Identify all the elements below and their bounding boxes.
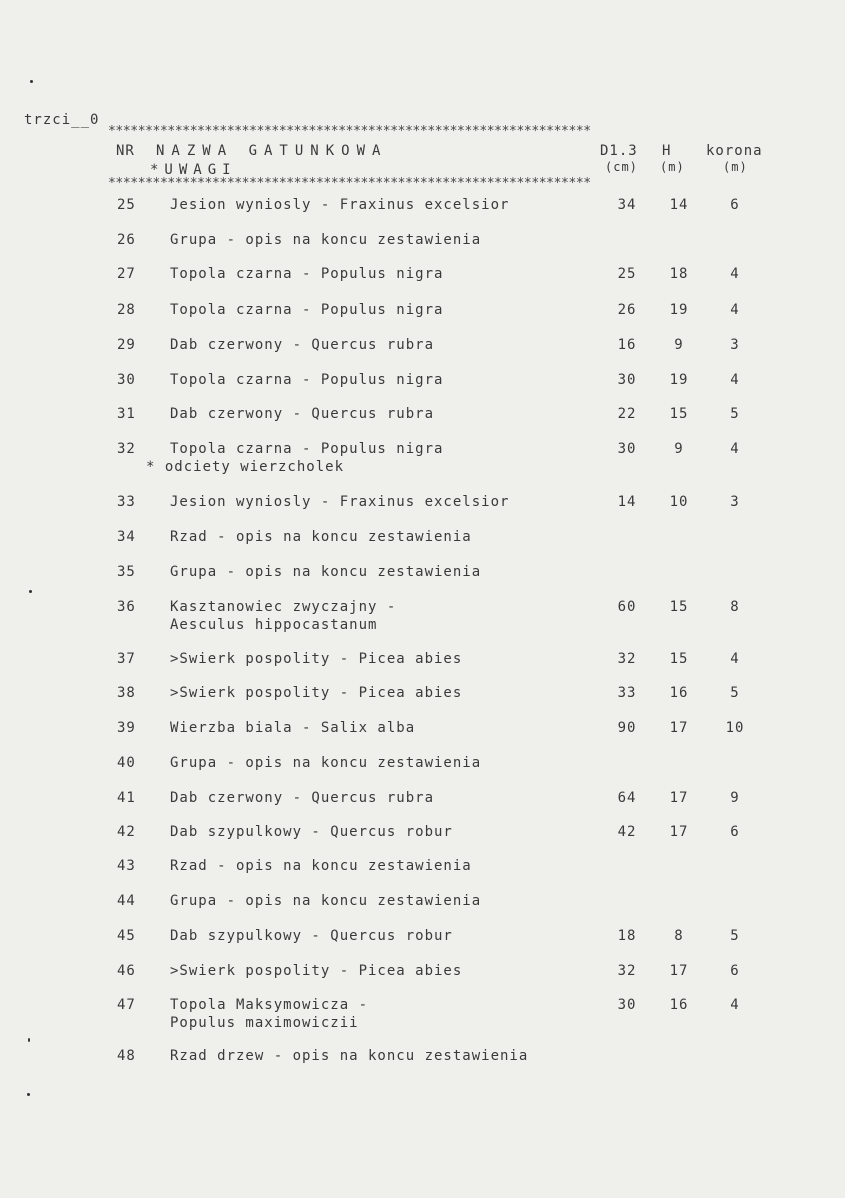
crown-value: 5 <box>730 406 740 422</box>
table-row <box>0 858 845 878</box>
diameter-value: 32 <box>617 651 637 667</box>
species-name: Topola czarna - Populus nigra <box>170 372 444 388</box>
speck <box>30 80 33 83</box>
row-number: 37 <box>117 651 136 667</box>
crown-value: 6 <box>730 824 740 840</box>
row-number: 42 <box>117 824 136 840</box>
species-name: Grupa - opis na koncu zestawienia <box>170 232 482 248</box>
table-row <box>0 685 845 705</box>
diameter-value: 33 <box>617 685 637 701</box>
diameter-value: 64 <box>617 790 637 806</box>
diameter-value: 90 <box>617 720 637 736</box>
species-name: Dab szypulkowy - Quercus robur <box>170 824 453 840</box>
diameter-value: 22 <box>617 406 637 422</box>
row-number: 45 <box>117 928 136 944</box>
species-name: Topola czarna - Populus nigra <box>170 441 444 457</box>
table-row <box>0 720 845 740</box>
height-value: 15 <box>669 599 689 615</box>
crown-value: 5 <box>730 685 740 701</box>
crown-value: 4 <box>730 651 740 667</box>
height-value: 9 <box>674 441 684 457</box>
row-number: 36 <box>117 599 136 615</box>
header-unit-m-height: (m) <box>660 160 685 174</box>
height-value: 9 <box>674 337 684 353</box>
table-row <box>0 372 845 392</box>
crown-value: 4 <box>730 997 740 1013</box>
table-row <box>0 963 845 983</box>
crown-value: 4 <box>730 441 740 457</box>
species-name: Rzad - opis na koncu zestawienia <box>170 529 472 545</box>
height-value: 16 <box>669 997 689 1013</box>
diameter-value: 32 <box>617 963 637 979</box>
height-value: 15 <box>669 651 689 667</box>
species-name: >Swierk pospolity - Picea abies <box>170 651 463 667</box>
row-number: 31 <box>117 406 136 422</box>
diameter-value: 16 <box>617 337 637 353</box>
species-name: Topola Maksymowicza - <box>170 997 369 1013</box>
header-h: H <box>662 143 672 159</box>
crown-value: 9 <box>730 790 740 806</box>
header-korona: korona <box>706 143 763 159</box>
species-name: Kasztanowiec zwyczajny - <box>170 599 397 615</box>
diameter-value: 30 <box>617 441 637 457</box>
crown-value: 5 <box>730 928 740 944</box>
header-unit-cm: (cm) <box>605 160 638 174</box>
height-value: 17 <box>669 824 689 840</box>
species-name: Grupa - opis na koncu zestawienia <box>170 893 482 909</box>
row-number: 29 <box>117 337 136 353</box>
row-number: 26 <box>117 232 136 248</box>
speck <box>28 1038 30 1042</box>
row-number: 25 <box>117 197 136 213</box>
crown-value: 6 <box>730 963 740 979</box>
table-row <box>0 755 845 775</box>
diameter-value: 30 <box>617 372 637 388</box>
species-name: Topola czarna - Populus nigra <box>170 302 444 318</box>
table-row <box>0 337 845 357</box>
species-name: Dab czerwony - Quercus rubra <box>170 406 435 422</box>
height-value: 19 <box>669 372 689 388</box>
species-name: Grupa - opis na koncu zestawienia <box>170 564 482 580</box>
species-name: Dab czerwony - Quercus rubra <box>170 337 435 353</box>
crown-value: 8 <box>730 599 740 615</box>
row-number: 28 <box>117 302 136 318</box>
separator-top: ***************************************************************** <box>108 124 591 139</box>
species-name: Rzad - opis na koncu zestawienia <box>170 858 472 874</box>
speck <box>29 590 32 593</box>
height-value: 16 <box>669 685 689 701</box>
row-number: 30 <box>117 372 136 388</box>
height-value: 18 <box>669 266 689 282</box>
crown-value: 3 <box>730 494 740 510</box>
header-uwagi: *UWAGI <box>150 162 237 178</box>
header-d13: D1.3 <box>600 143 638 159</box>
table-row <box>0 564 845 584</box>
remark-note: * odciety wierzcholek <box>146 459 345 475</box>
species-name-continued: Aesculus hippocastanum <box>170 617 378 633</box>
row-number: 44 <box>117 893 136 909</box>
height-value: 10 <box>669 494 689 510</box>
species-name: >Swierk pospolity - Picea abies <box>170 685 463 701</box>
row-number: 39 <box>117 720 136 736</box>
height-value: 8 <box>674 928 684 944</box>
species-name: Jesion wyniosly - Fraxinus excelsior <box>170 494 510 510</box>
table-row <box>0 197 845 217</box>
file-name: trzci__0 <box>24 112 100 128</box>
table-row <box>0 651 845 671</box>
species-name: Topola czarna - Populus nigra <box>170 266 444 282</box>
diameter-value: 26 <box>617 302 637 318</box>
row-number: 48 <box>117 1048 136 1064</box>
row-number: 35 <box>117 564 136 580</box>
table-row <box>0 441 845 475</box>
species-name: Grupa - opis na koncu zestawienia <box>170 755 482 771</box>
crown-value: 4 <box>730 266 740 282</box>
row-number: 38 <box>117 685 136 701</box>
table-row <box>0 599 845 633</box>
diameter-value: 14 <box>617 494 637 510</box>
species-name-continued: Populus maximowiczii <box>170 1015 359 1031</box>
diameter-value: 18 <box>617 928 637 944</box>
species-name: Jesion wyniosly - Fraxinus excelsior <box>170 197 510 213</box>
table-row <box>0 494 845 514</box>
header-nr: NR <box>116 143 135 159</box>
row-number: 47 <box>117 997 136 1013</box>
row-number: 34 <box>117 529 136 545</box>
crown-value: 3 <box>730 337 740 353</box>
crown-value: 4 <box>730 372 740 388</box>
table-row <box>0 302 845 322</box>
diameter-value: 42 <box>617 824 637 840</box>
table-row <box>0 824 845 844</box>
table-row <box>0 997 845 1031</box>
crown-value: 10 <box>725 720 745 736</box>
height-value: 17 <box>669 963 689 979</box>
height-value: 17 <box>669 790 689 806</box>
diameter-value: 60 <box>617 599 637 615</box>
table-row <box>0 529 845 549</box>
speck <box>27 1093 30 1096</box>
species-name: Dab szypulkowy - Quercus robur <box>170 928 453 944</box>
table-row <box>0 893 845 913</box>
row-number: 32 <box>117 441 136 457</box>
header-unit-m-crown: (m) <box>723 160 748 174</box>
table-row <box>0 928 845 948</box>
species-name: Rzad drzew - opis na koncu zestawienia <box>170 1048 529 1064</box>
crown-value: 4 <box>730 302 740 318</box>
row-number: 33 <box>117 494 136 510</box>
height-value: 15 <box>669 406 689 422</box>
height-value: 14 <box>669 197 689 213</box>
separator-bottom: ***************************************************************** <box>108 176 591 191</box>
diameter-value: 30 <box>617 997 637 1013</box>
row-number: 43 <box>117 858 136 874</box>
header-nazwa: NAZWA GATUNKOWA <box>156 143 388 159</box>
crown-value: 6 <box>730 197 740 213</box>
height-value: 17 <box>669 720 689 736</box>
table-row <box>0 406 845 426</box>
diameter-value: 34 <box>617 197 637 213</box>
species-name: Wierzba biala - Salix alba <box>170 720 416 736</box>
table-row <box>0 790 845 810</box>
table-row <box>0 1048 845 1068</box>
height-value: 19 <box>669 302 689 318</box>
species-name: Dab czerwony - Quercus rubra <box>170 790 435 806</box>
table-row <box>0 232 845 252</box>
table-row <box>0 266 845 286</box>
row-number: 27 <box>117 266 136 282</box>
diameter-value: 25 <box>617 266 637 282</box>
row-number: 40 <box>117 755 136 771</box>
row-number: 46 <box>117 963 136 979</box>
species-name: >Swierk pospolity - Picea abies <box>170 963 463 979</box>
row-number: 41 <box>117 790 136 806</box>
